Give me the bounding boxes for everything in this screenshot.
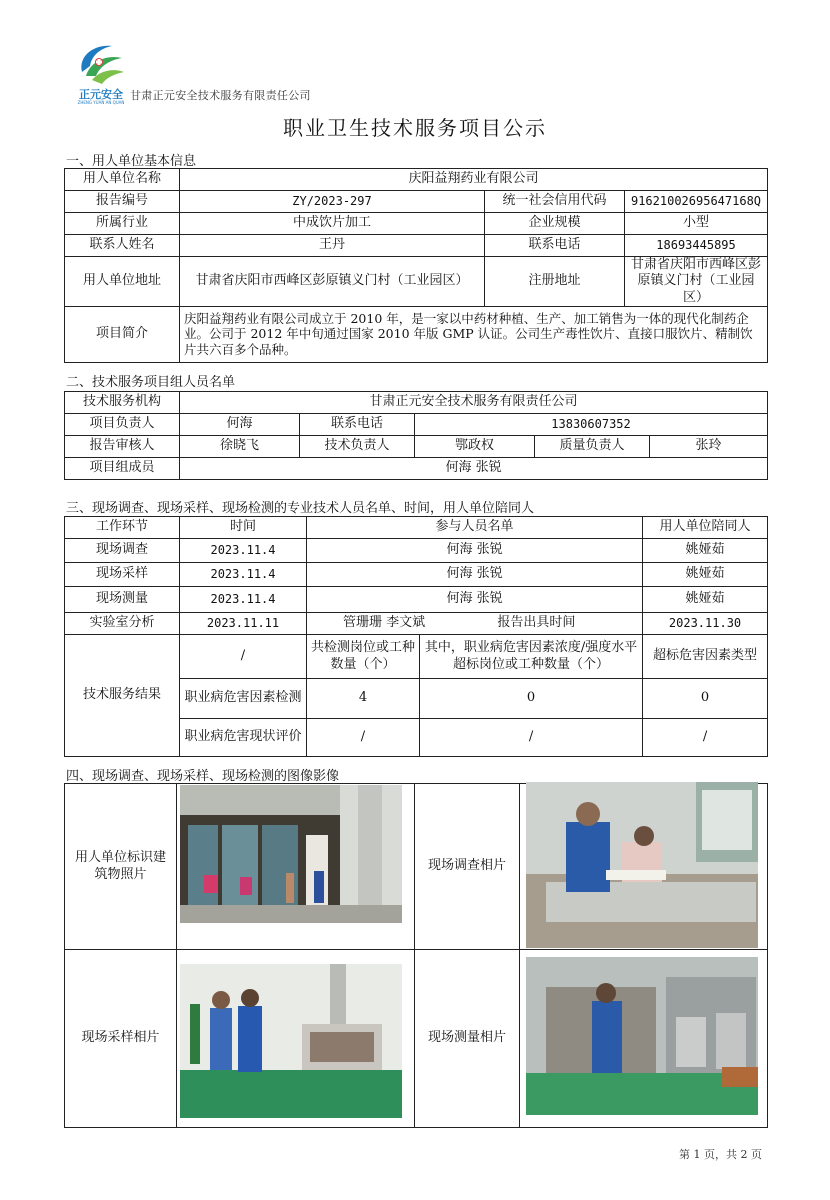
fieldwork-table bbox=[64, 516, 768, 757]
reviewer-value: 徐晓飞 bbox=[180, 436, 300, 458]
logo-text: 正元安全 bbox=[79, 88, 123, 101]
org-value: 甘肃正元安全技术服务有限责任公司 bbox=[180, 392, 768, 414]
tech-lead-value: 鄂政权 bbox=[415, 436, 535, 458]
detect-v1: 4 bbox=[307, 679, 420, 719]
industry-label: 所属行业 bbox=[65, 213, 180, 235]
industry-value: 中成饮片加工 bbox=[180, 213, 485, 235]
stage-cell: 现场调查 bbox=[65, 539, 180, 563]
eval-label: 职业病危害现状评价 bbox=[180, 719, 307, 757]
address-value: 甘肃省庆阳市西峰区彭原镇义门村（工业园区） bbox=[180, 257, 485, 307]
contact-value: 王丹 bbox=[180, 235, 485, 257]
table-row bbox=[65, 587, 768, 613]
quality-lead-label: 质量负责人 bbox=[535, 436, 650, 458]
page-number: 第 1 页，共 2 页 bbox=[679, 1148, 762, 1161]
tech-lead-label: 技术负责人 bbox=[300, 436, 415, 458]
team-table bbox=[64, 391, 768, 480]
reg-address-value: 甘肃省庆阳市西峰区彭原镇义门村（工业园区） bbox=[625, 257, 768, 307]
report-no-value: ZY/2023-297 bbox=[180, 191, 485, 213]
col-time: 时间 bbox=[180, 517, 307, 539]
lab-people bbox=[307, 613, 643, 635]
col-people: 参与人员名单 bbox=[307, 517, 643, 539]
escort-cell: 姚娅茹 bbox=[643, 539, 768, 563]
scale-value: 小型 bbox=[625, 213, 768, 235]
people-cell: 何海 张锐 bbox=[307, 563, 643, 587]
photo2-label: 现场调查相片 bbox=[415, 784, 520, 950]
eval-v2: / bbox=[420, 719, 643, 757]
section4-heading: 四、现场调查、现场采样、现场检测的图像影像 bbox=[66, 769, 340, 784]
credit-code-value: 91621002695647168Q bbox=[625, 191, 768, 213]
measurement-photo bbox=[526, 957, 758, 1115]
intro-value: 庆阳益翔药业有限公司成立于 2010 年，是一家以中药材种植、生产、加工销售为一体的现代化制药企业。公司于 2012 年中旬通过国家 2010 年版 GMP 认证。公司生产毒性饮片、直接口服饮片、精制饮片共六百多个品种。 bbox=[180, 306, 768, 362]
result-col2: 其中，职业病危害因素浓度/强度水平超标岗位或工种数量（个） bbox=[420, 635, 643, 679]
report-no-label: 报告编号 bbox=[65, 191, 180, 213]
photo1-label: 用人单位标识建筑物照片 bbox=[65, 784, 177, 950]
company-logo bbox=[72, 40, 130, 105]
scale-label: 企业规模 bbox=[485, 213, 625, 235]
escort-cell: 姚娅茹 bbox=[643, 563, 768, 587]
escort-cell: 姚娅茹 bbox=[643, 587, 768, 613]
reg-address-label: 注册地址 bbox=[485, 257, 625, 307]
reviewer-label: 报告审核人 bbox=[65, 436, 180, 458]
lab-time: 2023.11.11 bbox=[180, 613, 307, 635]
photo3-label: 现场采样相片 bbox=[65, 950, 177, 1128]
section3-heading: 三、现场调查、现场采样、现场检测的专业技术人员名单、时间，用人单位陪同人 bbox=[66, 501, 535, 516]
eval-v1: / bbox=[307, 719, 420, 757]
result-col3: 超标危害因素类型 bbox=[643, 635, 768, 679]
time-cell: 2023.11.4 bbox=[180, 563, 307, 587]
leader-phone-label: 联系电话 bbox=[300, 414, 415, 436]
org-label: 技术服务机构 bbox=[65, 392, 180, 414]
logo-icon bbox=[72, 40, 130, 86]
header-company-name: 甘肃正元安全技术服务有限责任公司 bbox=[130, 89, 311, 102]
lab-label: 实验室分析 bbox=[65, 613, 180, 635]
stage-cell: 现场测量 bbox=[65, 587, 180, 613]
section1-heading: 一、用人单位基本信息 bbox=[66, 154, 197, 169]
result-label: 技术服务结果 bbox=[65, 635, 180, 757]
quality-lead-value: 张玲 bbox=[650, 436, 768, 458]
time-cell: 2023.11.4 bbox=[180, 587, 307, 613]
table-row bbox=[65, 539, 768, 563]
phone-label: 联系电话 bbox=[485, 235, 625, 257]
stage-cell: 现场采样 bbox=[65, 563, 180, 587]
section2-heading: 二、技术服务项目组人员名单 bbox=[66, 375, 236, 390]
result-slash: / bbox=[180, 635, 307, 679]
people-cell: 何海 张锐 bbox=[307, 539, 643, 563]
unit-name-value: 庆阳益翔药业有限公司 bbox=[180, 169, 768, 191]
people-cell: 何海 张锐 bbox=[307, 587, 643, 613]
report-time-label: 报告出具时间 bbox=[497, 615, 576, 631]
logo-subtext: ZHENG YUAN AN QUAN bbox=[77, 100, 125, 105]
credit-code-label: 统一社会信用代码 bbox=[485, 191, 625, 213]
time-cell: 2023.11.4 bbox=[180, 539, 307, 563]
intro-label: 项目简介 bbox=[65, 306, 180, 362]
phone-value: 18693445895 bbox=[625, 235, 768, 257]
report-time-value: 2023.11.30 bbox=[643, 613, 768, 635]
col-escort: 用人单位陪同人 bbox=[643, 517, 768, 539]
eval-v3: / bbox=[643, 719, 768, 757]
lab-people-names: 管珊珊 李文斌 bbox=[343, 615, 426, 631]
leader-label: 项目负责人 bbox=[65, 414, 180, 436]
unit-name-label: 用人单位名称 bbox=[65, 169, 180, 191]
survey-photo bbox=[526, 782, 758, 948]
leader-phone-value: 13830607352 bbox=[415, 414, 768, 436]
leader-value: 何海 bbox=[180, 414, 300, 436]
members-label: 项目组成员 bbox=[65, 458, 180, 480]
detect-v3: 0 bbox=[643, 679, 768, 719]
address-label: 用人单位地址 bbox=[65, 257, 180, 307]
table-row bbox=[65, 563, 768, 587]
document-title: 职业卫生技术服务项目公示 bbox=[283, 116, 547, 140]
col-stage: 工作环节 bbox=[65, 517, 180, 539]
result-col1: 共检测岗位或工种数量（个） bbox=[307, 635, 420, 679]
photo4-label: 现场测量相片 bbox=[415, 950, 520, 1128]
detect-label: 职业病危害因素检测 bbox=[180, 679, 307, 719]
members-value: 何海 张锐 bbox=[180, 458, 768, 480]
detect-v2: 0 bbox=[420, 679, 643, 719]
contact-label: 联系人姓名 bbox=[65, 235, 180, 257]
sampling-photo bbox=[180, 964, 402, 1118]
building-photo bbox=[180, 785, 402, 923]
unit-info-table bbox=[64, 168, 768, 363]
